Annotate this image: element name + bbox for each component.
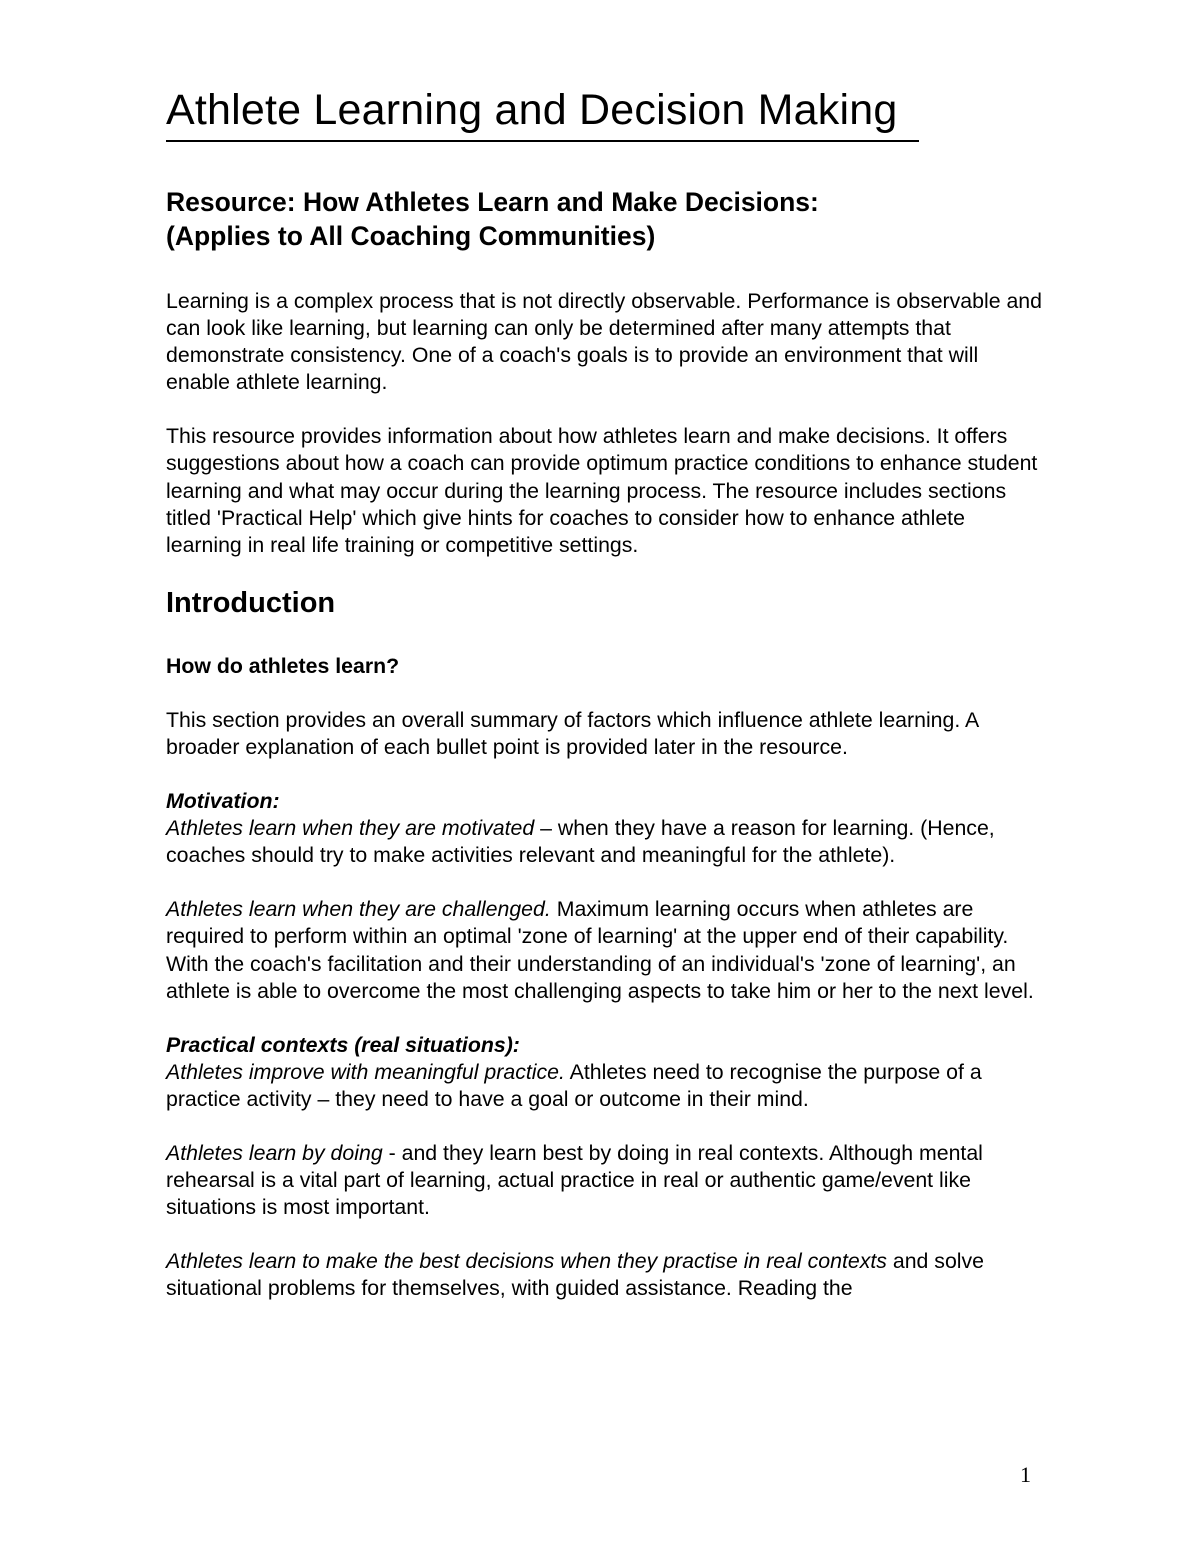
practical-item-2-text: - and they learn best by doing in real contexts. Although mental rehearsal is a vital part of learning, actual practice in real or authentic game/event like situations is most important. [166, 1140, 983, 1220]
intro-paragraph-1: Learning is a complex process that is not directly observable. Performance is observable and can look like learning, but learning can only be determined after many attempts that demonstrate consistency. One of a coach's goals is to provide an environment that will enable athlete learning. [166, 289, 1042, 395]
motivation-item-1-text: – when they have a reason for learning. (Hence, coaches should try to make activities relevant and meaningful for the athlete). [166, 816, 995, 868]
motivation-heading: Motivation: [166, 789, 280, 814]
motivation-item-2 [166, 896, 1046, 1004]
subtitle-line-1: Resource: How Athletes Learn and Make Decisions: [166, 187, 819, 217]
practical-item-1 [166, 1059, 1046, 1113]
practical-item-3-text: and solve situational problems for themselves, with guided assistance. Reading the [166, 1249, 985, 1301]
practical-item-2-italic: Athletes learn by doing [166, 1140, 383, 1165]
practical-item-1-text: Athletes need to recognise the purpose of a practice activity – they need to have a goal or outcome in their mind. [166, 1059, 982, 1111]
motivation-item-2-italic: Athletes learn when they are challenged. [166, 897, 551, 922]
motivation-item-2-text: Maximum learning occurs when athletes are required to perform within an optimal 'zone of learning' at the upper end of their capability. With the coach's facilitation and their understanding of an individual's 'zone of learning', an athlete is able to overcome the most challenging aspects to take him or her to the next level. [166, 897, 1034, 1003]
practical-item-3 [166, 1248, 1046, 1302]
document-title: Athlete Learning and Decision Making [166, 80, 919, 142]
practical-item-2 [166, 1140, 1046, 1221]
practical-item-3-italic: Athletes learn to make the best decisions when they practise in real contexts [166, 1249, 887, 1274]
question-heading: How do athletes learn? [166, 653, 400, 678]
subtitle-line-2: (Applies to All Coaching Communities) [166, 221, 656, 251]
practical-contexts-heading: Practical contexts (real situations): [166, 1032, 520, 1057]
section-heading-introduction: Introduction [166, 586, 336, 619]
motivation-item-1 [166, 815, 1046, 869]
practical-item-1-italic: Athletes improve with meaningful practice. [166, 1059, 565, 1084]
summary-paragraph: This section provides an overall summary of factors which influence athlete learning. A broader explanation of each bullet point is provided later in the resource. [166, 707, 979, 759]
motivation-item-1-italic: Athletes learn when they are motivated [166, 816, 535, 841]
document-content [166, 80, 1046, 1302]
intro-paragraph-2: This resource provides information about how athletes learn and make decisions. It offers suggestions about how a coach can provide optimum practice conditions to enhance student learning and what may occur during the learning process. The resource includes sections titled 'Practical Help' which give hints for coaches to consider how to enhance athlete learning in real life training or competitive settings. [166, 424, 1038, 557]
page-number: 1 [1020, 1462, 1031, 1487]
resource-subtitle [166, 185, 1046, 253]
